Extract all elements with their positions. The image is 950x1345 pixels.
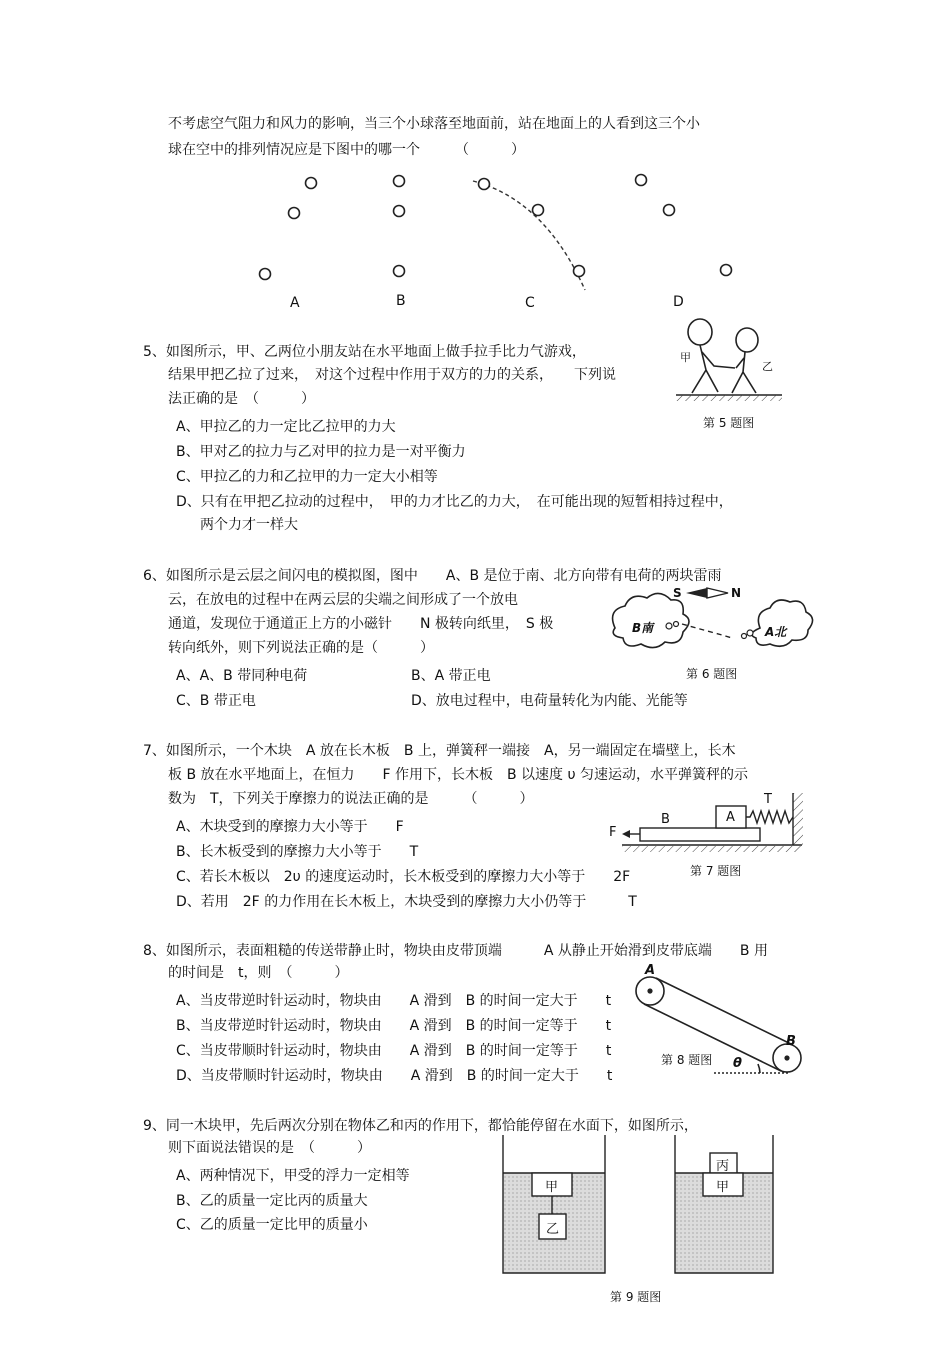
- q7-option-b[interactable]: B、长木板受到的摩擦力大小等于 T: [176, 844, 419, 860]
- q8-label-theta: θ: [733, 1056, 742, 1071]
- q6-label-cloud-b: B南: [632, 621, 654, 635]
- q5-label-jia: 甲: [680, 351, 691, 364]
- ball-d3: [721, 265, 732, 276]
- q5-option-c[interactable]: C、甲拉乙的力和乙拉甲的力一定大小相等: [176, 469, 438, 485]
- pulley-bottom-axle: [785, 1056, 789, 1060]
- ball-b2: [394, 206, 405, 217]
- board-b: [640, 828, 760, 841]
- ball-a2: [289, 208, 300, 219]
- ball-c1: [479, 179, 490, 190]
- wall-hatch: [793, 793, 803, 845]
- q8-label-a: A: [645, 963, 656, 978]
- ball-b3: [394, 266, 405, 277]
- q7-label-a: A: [726, 810, 735, 825]
- q7-label-f: F: [609, 825, 617, 840]
- q6-label-s: S: [673, 586, 682, 600]
- kid-yi-head: [736, 328, 758, 352]
- q7-label-b: B: [661, 812, 670, 827]
- kid-jia-head: [688, 319, 712, 345]
- q9-option-c[interactable]: C、乙的质量一定比甲的质量小: [176, 1217, 368, 1233]
- ball-c2: [533, 205, 544, 216]
- q6-option-c[interactable]: C、B 带正电: [176, 693, 256, 709]
- q8-caption: 第 8 题图: [661, 1053, 713, 1067]
- q8-label-b: B: [786, 1034, 796, 1049]
- q7-caption: 第 7 题图: [690, 864, 742, 878]
- q6-label-cloud-a: A北: [765, 625, 787, 639]
- q7-line1: 7、如图所示，一个木块 A 放在长木板 B 上，弹簧秤一端接 A，另一端固定在墙壁上，长木: [143, 743, 736, 759]
- q5-line3: 法正确的是 （ ）: [168, 391, 315, 407]
- q4-ball-figure: [260, 175, 732, 291]
- q7-figure: [622, 793, 803, 852]
- ball-d2: [664, 205, 675, 216]
- kid-jia-body: [692, 345, 735, 393]
- q7-line3: 数为 T，下列关于摩擦力的说法正确的是 （ ）: [168, 791, 534, 807]
- q7-option-d[interactable]: D、若用 2F 的力作用在长木板上，木块受到的摩擦力大小仍等于 T: [176, 894, 637, 910]
- theta-arc: [758, 1064, 760, 1073]
- ball-a3: [260, 269, 271, 280]
- q4-line1: 不考虑空气阻力和风力的影响，当三个小球落至地面前，站在地面上的人看到这三个小: [168, 116, 700, 132]
- q6-line1: 6、如图所示是云层之间闪电的模拟图，图中 A、B 是位于南、北方向带有电荷的两块雷雨: [143, 568, 722, 584]
- floor-hatch: [622, 846, 802, 852]
- q4-option-d-label: D: [673, 294, 684, 310]
- q9-label-jia-left: 甲: [545, 1180, 559, 1195]
- belt-upper: [656, 978, 793, 1045]
- ball-d1: [636, 175, 647, 186]
- kid-yi-body: [732, 352, 756, 393]
- q8-option-c[interactable]: C、当皮带顺时针运动时，物块由 A 滑到 B 的时间一定等于 t: [176, 1043, 612, 1059]
- q7-label-t: T: [764, 792, 772, 807]
- q6-line3: 通道，发现位于通道正上方的小磁针 N 极转向纸里， S 极: [168, 616, 554, 632]
- q7-option-a[interactable]: A、木块受到的摩擦力大小等于 F: [176, 819, 404, 835]
- force-f-arrowhead: [622, 830, 630, 838]
- q5-option-d[interactable]: D、只有在甲把乙拉动的过程中， 甲的力才比乙的力大， 在可能出现的短暂相持过程中，: [176, 494, 733, 510]
- q5-caption: 第 5 题图: [703, 416, 755, 430]
- q9-caption: 第 9 题图: [610, 1290, 662, 1304]
- q8-option-d[interactable]: D、当皮带顺时针运动时，物块由 A 滑到 B 的时间一定大于 t: [176, 1068, 613, 1084]
- ball-a1: [306, 178, 317, 189]
- q5-option-a[interactable]: A、甲拉乙的力一定比乙拉甲的力大: [176, 419, 396, 435]
- q8-line2: 的时间是 t，则 （ ）: [168, 965, 349, 981]
- q9-figure: [503, 1135, 773, 1273]
- q4-option-c-label: C: [525, 295, 535, 311]
- cloud-b-tip2: [674, 622, 679, 627]
- q5-option-d-cont: 两个力才一样大: [200, 517, 298, 533]
- q8-option-b[interactable]: B、当皮带逆时针运动时，物块由 A 滑到 B 的时间一定等于 t: [176, 1018, 612, 1034]
- ground-hatch: [676, 395, 782, 401]
- q4-option-b-label: B: [396, 293, 406, 309]
- q7-option-c[interactable]: C、若长木板以 2υ 的速度运动时，长木板受到的摩擦力大小等于 2F: [176, 869, 631, 885]
- q8-line1: 8、如图所示，表面粗糙的传送带静止时，物块由皮带顶端 A 从静止开始滑到皮带底端 B 用: [143, 943, 768, 959]
- trajectory-curve: [473, 181, 585, 290]
- spring-scale: [746, 811, 793, 823]
- q9-label-bing: 丙: [716, 1159, 730, 1174]
- q5-line1: 5、如图所示，甲、乙两位小朋友站在水平地面上做手拉手比力气游戏，: [143, 344, 586, 360]
- pulley-top-axle: [648, 989, 652, 993]
- q5-option-b[interactable]: B、甲对乙的拉力与乙对甲的拉力是一对平衡力: [176, 444, 466, 460]
- needle-north-half: [707, 588, 728, 598]
- ball-c3: [574, 266, 585, 277]
- q9-line1: 9、同一木块甲，先后两次分别在物体乙和丙的作用下，都恰能停留在水面下，如图所示，: [143, 1118, 698, 1134]
- q6-caption: 第 6 题图: [686, 667, 738, 681]
- discharge-channel: [682, 624, 732, 638]
- ball-b1: [394, 176, 405, 187]
- q9-line2: 则下面说法错误的是 （ ）: [168, 1140, 371, 1156]
- q6-option-d[interactable]: D、放电过程中，电荷量转化为内能、光能等: [411, 693, 688, 709]
- cloud-a-tip: [742, 634, 747, 639]
- q6-line4: 转向纸外，则下列说法正确的是（ ）: [168, 640, 434, 656]
- q6-option-b[interactable]: B、A 带正电: [411, 668, 491, 684]
- q8-option-a[interactable]: A、当皮带逆时针运动时，物块由 A 滑到 B 的时间一定大于 t: [176, 993, 612, 1009]
- q9-option-a[interactable]: A、两种情况下，甲受的浮力一定相等: [176, 1168, 410, 1184]
- cloud-a-tip2: [747, 630, 753, 636]
- q7-line2: 板 B 放在水平地面上，在恒力 F 作用下，长木板 B 以速度 υ 匀速运动，水平弹簧秤的示: [168, 767, 749, 783]
- q6-label-n: N: [731, 586, 742, 600]
- cloud-b-tip: [666, 623, 672, 629]
- q4-line2: 球在空中的排列情况应是下图中的哪一个 （ ）: [168, 142, 525, 158]
- q9-label-yi: 乙: [546, 1222, 560, 1237]
- q5-line2: 结果甲把乙拉了过来， 对这个过程中作用于双方的力的关系， 下列说: [168, 367, 616, 383]
- q6-line2: 云，在放电的过程中在两云层的尖端之间形成了一个放电: [168, 592, 518, 608]
- q9-option-b[interactable]: B、乙的质量一定比丙的质量大: [176, 1193, 368, 1209]
- q5-label-yi: 乙: [762, 360, 773, 373]
- q4-option-a-label: A: [290, 295, 300, 311]
- q9-label-jia-right: 甲: [716, 1180, 730, 1195]
- q6-option-a[interactable]: A、A、B 带同种电荷: [176, 668, 308, 684]
